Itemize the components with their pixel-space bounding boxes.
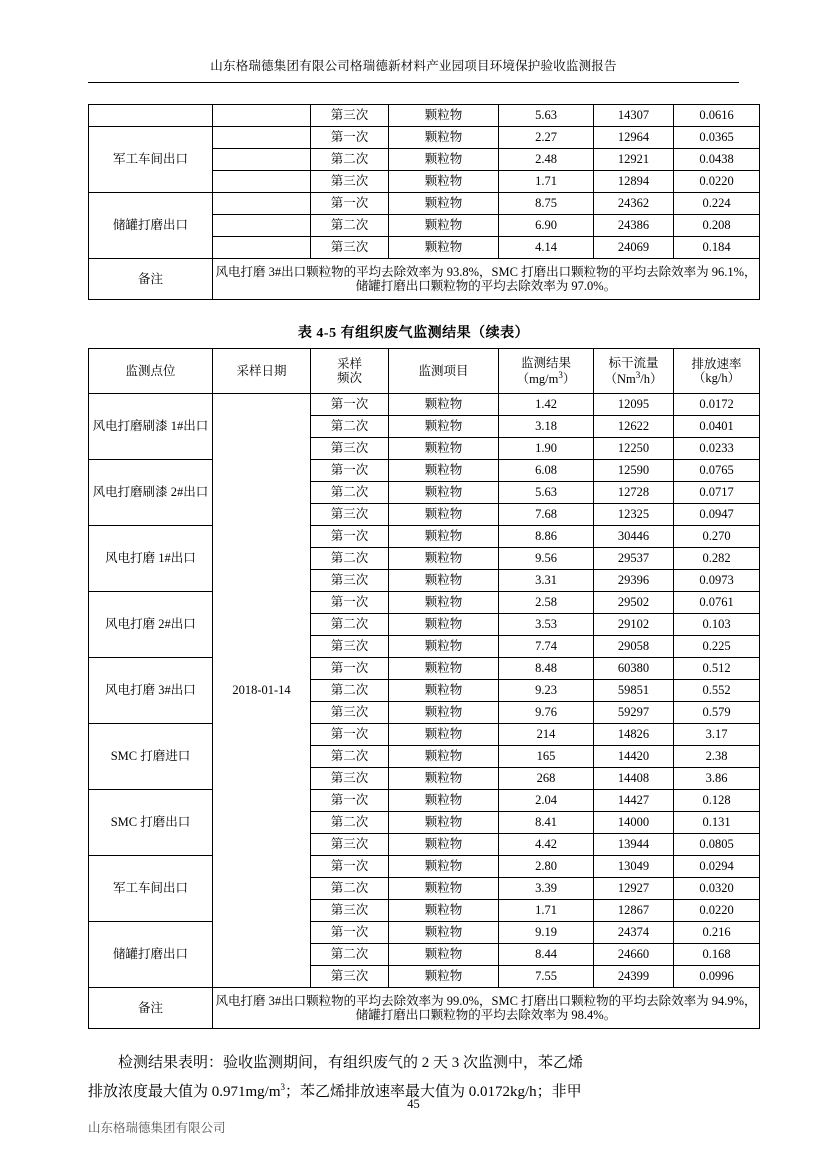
cell-result: 7.68 [499,504,594,526]
cell-result: 6.08 [499,460,594,482]
cell-rate: 0.0220 [674,171,760,193]
header-flow [594,349,674,394]
cell-item: 颗粒物 [389,658,499,680]
cell-result: 1.71 [499,171,594,193]
cell-result: 2.58 [499,592,594,614]
cell-freq: 第二次 [311,944,389,966]
cell-item: 颗粒物 [389,548,499,570]
cell-date [213,237,311,259]
table-caption: 表 4-5 有组织废气监测结果（续表） [297,326,530,341]
cell-result: 6.90 [499,215,594,237]
cell-flow: 12250 [594,438,674,460]
cell-item: 颗粒物 [389,438,499,460]
cell-flow: 14427 [594,790,674,812]
cell-item: 颗粒物 [389,636,499,658]
cell-flow: 29058 [594,636,674,658]
page-content [88,104,757,1108]
cell-flow: 29396 [594,570,674,592]
cell-point: 储罐打磨出口 [89,922,213,988]
cell-freq: 第二次 [311,215,389,237]
cell-rate: 0.0233 [674,438,760,460]
cell-flow: 24386 [594,215,674,237]
header-result-exponent: 3 [558,369,563,380]
cell-freq: 第一次 [311,856,389,878]
cell-freq: 第三次 [311,834,389,856]
header-divider [88,82,739,83]
cell-date [213,215,311,237]
cell-rate: 0.131 [674,812,760,834]
cell-item: 颗粒物 [389,746,499,768]
header-rate-line1: 排放速率 [691,356,742,371]
cell-result: 8.86 [499,526,594,548]
cell-result: 1.42 [499,394,594,416]
table-continued-top [88,104,760,300]
cell-freq: 第二次 [311,812,389,834]
cell-freq: 第一次 [311,592,389,614]
header-rate [674,349,760,394]
cell-rate: 0.168 [674,944,760,966]
header-result-paren: ） [562,372,576,387]
cell-freq: 第一次 [311,526,389,548]
cell-result: 9.76 [499,702,594,724]
header-rate-line2: （kg/h） [692,371,741,385]
header-point: 监测点位 [89,349,213,394]
table-row [89,724,760,746]
header-item: 监测项目 [389,349,499,394]
page-number: 45 [407,1097,420,1111]
cell-item: 颗粒物 [389,900,499,922]
cell-freq: 第三次 [311,504,389,526]
cell-result: 9.19 [499,922,594,944]
cell-freq: 第二次 [311,614,389,636]
cell-flow: 59297 [594,702,674,724]
cell-result: 3.31 [499,570,594,592]
cell-rate: 0.0805 [674,834,760,856]
cell-result: 4.14 [499,237,594,259]
cell-item: 颗粒物 [389,922,499,944]
header-result-unit: （mg/m [516,372,559,387]
cell-result: 5.63 [499,482,594,504]
table-row [89,193,760,215]
page-header: 山东格瑞德集团有限公司格瑞德新材料产业园项目环境保护验收监测报告 [210,59,617,73]
cell-rate: 0.0172 [674,394,760,416]
header-flow-exponent: 3 [635,369,641,380]
cell-freq: 第二次 [311,680,389,702]
cell-freq: 第三次 [311,171,389,193]
cell-item: 颗粒物 [389,834,499,856]
cell-flow: 60380 [594,658,674,680]
note-label: 备注 [89,988,213,1029]
header-date: 采样日期 [213,349,311,394]
cell-freq: 第三次 [311,900,389,922]
cell-date [213,171,311,193]
cell-item: 颗粒物 [389,193,499,215]
cell-freq: 第三次 [311,438,389,460]
cell-date [213,105,311,127]
cell-item: 颗粒物 [389,570,499,592]
cell-freq: 第一次 [311,790,389,812]
cell-item: 颗粒物 [389,237,499,259]
cell-freq: 第三次 [311,636,389,658]
cell-result: 2.04 [499,790,594,812]
cell-point: 军工车间出口 [89,856,213,922]
cell-flow: 14826 [594,724,674,746]
cell-rate: 0.0438 [674,149,760,171]
cell-rate: 2.38 [674,746,760,768]
cell-freq: 第三次 [311,237,389,259]
cell-flow: 14420 [594,746,674,768]
cell-rate: 0.0616 [674,105,760,127]
cell-freq: 第一次 [311,394,389,416]
cell-flow: 24399 [594,966,674,988]
cell-freq: 第一次 [311,658,389,680]
header-flow-paren: /h） [640,372,663,387]
cell-rate: 0.216 [674,922,760,944]
cell-item: 颗粒物 [389,105,499,127]
cell-item: 颗粒物 [389,790,499,812]
cell-point [89,105,213,127]
cell-point: 军工车间出口 [89,127,213,193]
cell-result: 1.71 [499,900,594,922]
cell-freq: 第一次 [311,724,389,746]
cell-flow: 14000 [594,812,674,834]
table-row [89,526,760,548]
header-result-line2 [501,370,591,387]
header-result-line1: 监测结果 [520,355,571,370]
cell-rate: 0.225 [674,636,760,658]
cell-sample-date: 2018-01-14 [213,394,311,988]
table-row [89,460,760,482]
cell-flow: 12622 [594,416,674,438]
cell-point: SMC 打磨出口 [89,790,213,856]
cell-item: 颗粒物 [389,149,499,171]
header-flow-unit: （Nm [604,372,636,387]
cell-rate: 0.270 [674,526,760,548]
cell-freq: 第二次 [311,548,389,570]
cell-flow: 30446 [594,526,674,548]
paragraph-line-2a: 排放浓度最大值为 0.971mg/m [88,1084,281,1101]
cell-result: 7.55 [499,966,594,988]
cell-freq: 第二次 [311,878,389,900]
header-frequency-line2: 频次 [336,371,362,385]
cell-result: 4.42 [499,834,594,856]
cell-item: 颗粒物 [389,215,499,237]
cell-rate: 3.17 [674,724,760,746]
cell-item: 颗粒物 [389,394,499,416]
note-text: 风电打磨 3#出口颗粒物的平均去除效率为 99.0%，SMC 打磨出口颗粒物的平均去除效率为 94.9%，储罐打磨出口颗粒物的平均去除效率为 98.4%。 [213,988,760,1029]
cell-rate: 3.86 [674,768,760,790]
table-row [89,592,760,614]
cell-result: 8.75 [499,193,594,215]
cell-result: 9.56 [499,548,594,570]
table-row [89,105,760,127]
cell-rate: 0.0220 [674,900,760,922]
paragraph-line-2b: ；苯乙烯排放速率最大值为 0.0172kg/h；非甲 [285,1084,582,1101]
table-row [89,922,760,944]
cell-result: 9.23 [499,680,594,702]
cell-freq: 第二次 [311,482,389,504]
cell-flow: 24069 [594,237,674,259]
cell-freq: 第一次 [311,127,389,149]
cell-rate: 0.282 [674,548,760,570]
cell-freq: 第二次 [311,746,389,768]
cell-rate: 0.208 [674,215,760,237]
table-row [89,394,760,416]
cell-rate: 0.0401 [674,416,760,438]
cell-rate: 0.0761 [674,592,760,614]
footer-company: 山东格瑞德集团有限公司 [88,1121,226,1135]
cell-flow: 13049 [594,856,674,878]
cell-item: 颗粒物 [389,680,499,702]
cell-rate: 0.0320 [674,878,760,900]
table-row [89,790,760,812]
cell-freq: 第一次 [311,460,389,482]
cell-result: 3.18 [499,416,594,438]
table-organized-exhaust-results [88,348,760,1029]
cell-rate: 0.0973 [674,570,760,592]
cell-result: 8.48 [499,658,594,680]
cell-flow: 24660 [594,944,674,966]
cell-date [213,193,311,215]
cell-item: 颗粒物 [389,482,499,504]
cell-point: SMC 打磨进口 [89,724,213,790]
cell-result: 8.44 [499,944,594,966]
cell-result: 268 [499,768,594,790]
cell-freq: 第二次 [311,149,389,171]
cell-item: 颗粒物 [389,724,499,746]
cell-item: 颗粒物 [389,592,499,614]
table-header-row [89,349,760,394]
cell-rate: 0.224 [674,193,760,215]
cell-rate: 0.0365 [674,127,760,149]
cell-flow: 12927 [594,878,674,900]
header-frequency-line1: 采样 [336,356,362,371]
paragraph-line-1: 检测结果表明：验收监测期间，有组织废气的 2 天 3 次监测中，苯乙烯 [118,1055,584,1071]
cell-rate: 0.0717 [674,482,760,504]
cell-flow: 29102 [594,614,674,636]
cell-flow: 14408 [594,768,674,790]
cell-flow: 12325 [594,504,674,526]
cell-freq: 第一次 [311,922,389,944]
cell-result: 3.39 [499,878,594,900]
cell-freq: 第三次 [311,966,389,988]
cell-flow: 12964 [594,127,674,149]
cell-item: 颗粒物 [389,526,499,548]
cell-date [213,127,311,149]
header-flow-line1: 标干流量 [608,355,659,370]
cell-flow: 29537 [594,548,674,570]
cell-flow: 12728 [594,482,674,504]
note-text: 风电打磨 3#出口颗粒物的平均去除效率为 93.8%，SMC 打磨出口颗粒物的平均去除效率为 96.1%，储罐打磨出口颗粒物的平均去除效率为 97.0%。 [213,259,760,300]
cell-item: 颗粒物 [389,504,499,526]
cell-item: 颗粒物 [389,460,499,482]
cell-flow: 14307 [594,105,674,127]
cell-flow: 12894 [594,171,674,193]
cell-result: 2.27 [499,127,594,149]
cell-item: 颗粒物 [389,702,499,724]
cell-result: 5.63 [499,105,594,127]
cell-point: 风电打磨 2#出口 [89,592,213,658]
cell-rate: 0.103 [674,614,760,636]
cell-item: 颗粒物 [389,878,499,900]
cell-rate: 0.0765 [674,460,760,482]
cell-result: 1.90 [499,438,594,460]
cell-item: 颗粒物 [389,171,499,193]
cell-rate: 0.579 [674,702,760,724]
cell-result: 214 [499,724,594,746]
cell-item: 颗粒物 [389,416,499,438]
table-row [89,658,760,680]
cell-rate: 0.552 [674,680,760,702]
cell-freq: 第一次 [311,193,389,215]
cell-result: 165 [499,746,594,768]
cell-flow: 12590 [594,460,674,482]
cell-rate: 0.128 [674,790,760,812]
cell-item: 颗粒物 [389,856,499,878]
cell-rate: 0.512 [674,658,760,680]
cell-rate: 0.0996 [674,966,760,988]
cell-result: 8.41 [499,812,594,834]
cell-point: 风电打磨 1#出口 [89,526,213,592]
cell-result: 2.48 [499,149,594,171]
cell-point: 储罐打磨出口 [89,193,213,259]
cell-flow: 24374 [594,922,674,944]
cell-flow: 13944 [594,834,674,856]
table-row [89,856,760,878]
cell-flow: 12867 [594,900,674,922]
cell-result: 7.74 [499,636,594,658]
cell-rate: 0.0294 [674,856,760,878]
table-note-row [89,988,760,1029]
header-flow-line2 [596,370,671,387]
cell-flow: 29502 [594,592,674,614]
cell-date [213,149,311,171]
cell-freq: 第三次 [311,105,389,127]
cell-item: 颗粒物 [389,966,499,988]
cell-freq: 第二次 [311,416,389,438]
cell-item: 颗粒物 [389,944,499,966]
cell-flow: 12095 [594,394,674,416]
table-row [89,127,760,149]
cell-item: 颗粒物 [389,127,499,149]
cell-flow: 59851 [594,680,674,702]
cell-item: 颗粒物 [389,614,499,636]
cell-freq: 第三次 [311,702,389,724]
cell-rate: 0.184 [674,237,760,259]
cell-freq: 第三次 [311,570,389,592]
cell-flow: 12921 [594,149,674,171]
paragraph-exponent: 3 [280,1082,286,1093]
cell-point: 风电打磨刷漆 2#出口 [89,460,213,526]
table-note-row [89,259,760,300]
header-frequency [311,349,389,394]
cell-freq: 第三次 [311,768,389,790]
cell-point: 风电打磨刷漆 1#出口 [89,394,213,460]
header-result [499,349,594,394]
cell-rate: 0.0947 [674,504,760,526]
cell-result: 3.53 [499,614,594,636]
cell-item: 颗粒物 [389,768,499,790]
cell-flow: 24362 [594,193,674,215]
cell-item: 颗粒物 [389,812,499,834]
note-label: 备注 [89,259,213,300]
cell-point: 风电打磨 3#出口 [89,658,213,724]
cell-result: 2.80 [499,856,594,878]
